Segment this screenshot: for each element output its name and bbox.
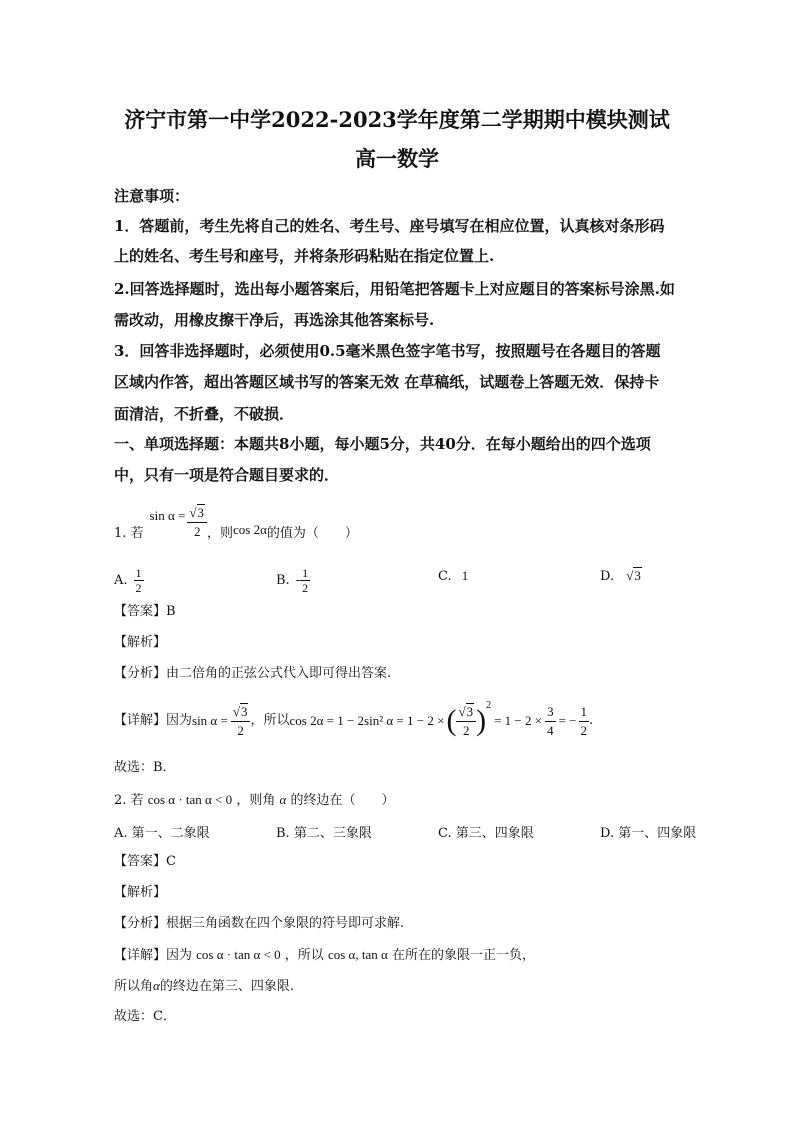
- q1-answer: 【答案】B: [114, 604, 176, 619]
- q1-denominator: 2: [193, 523, 201, 539]
- q1-prefix: 1. 若: [114, 526, 144, 541]
- question-2: [114, 790, 394, 811]
- q1-paren-right: ): [476, 704, 487, 737]
- q2-mid: ，则角: [236, 793, 276, 808]
- q1-analysis: 【分析】由二倍角的正弦公式代入即可得出答案.: [114, 666, 392, 681]
- q2-condition: cos α · tan α < 0: [147, 792, 233, 807]
- q1-result-fraction: $\frac{1}{2}$: [580, 703, 587, 738]
- q2-option-d[interactable]: D. 第一、四象限: [600, 826, 697, 841]
- notice-1-line-1: 1．答题前，考生先将自己的姓名、考生号、座号填写在相应位置，认真核对条形码: [114, 217, 665, 235]
- option-label: D.: [600, 569, 615, 584]
- q1-square-exponent: 2: [486, 700, 492, 711]
- q1-option-c[interactable]: [438, 568, 468, 584]
- page-subtitle: 高一数学: [355, 146, 439, 171]
- option-c-value: 1: [461, 568, 469, 583]
- q1-paren-fraction: $\frac{√3}{2}$: [456, 703, 476, 740]
- q1-detail-mid: ，所以: [250, 713, 290, 728]
- q1-fraction: $\frac{√3}{2}$: [187, 504, 207, 541]
- q1-detail-prefix: 【详解】因为: [114, 713, 193, 728]
- section-1-line-1: 一、单项选择题：本题共8小题，每小题5分，共40分．在每小题给出的四个选项: [114, 435, 651, 453]
- q1-suffix: 的值为（ ）: [266, 526, 358, 541]
- q2-suffix: 的终边在（ ）: [290, 793, 395, 808]
- q2-detail-prefix: 【详解】因为: [114, 948, 193, 963]
- q1-paren-left: (: [446, 704, 457, 737]
- q1-detail-sin: sin α =: [192, 713, 228, 728]
- q1-option-b[interactable]: [276, 566, 310, 595]
- page-title: 济宁市第一中学2022-2023学年度第二学期期中模块测试: [124, 107, 670, 132]
- q1-three-quarters: $\frac{3}{4}$: [547, 703, 554, 738]
- option-d-sqrt: √3: [626, 568, 641, 583]
- q1-detail-fraction: $\frac{√3}{2}$: [231, 703, 251, 740]
- notice-2-line-2: 需改动，用橡皮擦干净后，再选涂其他答案标号.: [114, 311, 435, 329]
- notice-3-line-3: 面清洁，不折叠，不破损．: [114, 405, 295, 423]
- q2-option-b[interactable]: B. 第二、三象限: [276, 826, 372, 841]
- q2-analysis: 【分析】根据三角函数在四个象限的符号即可求解.: [114, 916, 405, 931]
- q1-analysis-heading: 【解析】: [114, 635, 167, 650]
- option-label: C.: [438, 569, 452, 584]
- q1-detail-equation: cos 2α = 1 − 2sin² α = 1 − 2 ×: [289, 713, 445, 728]
- option-b-fraction: $\frac{1}{2}$: [302, 566, 309, 595]
- q1-mid: ，则: [207, 526, 234, 541]
- q1-option-a[interactable]: [114, 566, 144, 595]
- option-a-fraction: $\frac{1}{2}$: [135, 566, 142, 595]
- notice-3-line-2: 区域内作答，超出答题区域书写的答案无效 在草稿纸，试题卷上答题无效．保持卡: [114, 373, 660, 391]
- q2-detail: [114, 945, 535, 966]
- q2-alpha: α: [279, 792, 287, 807]
- q2-detail-pair: cos α, tan α: [327, 947, 388, 962]
- q1-sqrt-radicand: 3: [197, 504, 205, 520]
- q2-analysis-heading: 【解析】: [114, 885, 167, 900]
- q2-detail-mid: ，所以: [284, 948, 324, 963]
- q1-sin-alpha: sin α =: [149, 508, 186, 523]
- q2-detail-line-2: 所以角α的终边在第三、四象限.: [114, 978, 294, 994]
- q1-detail-equation-3: = −: [558, 713, 577, 728]
- option-b-sign: -: [295, 573, 301, 588]
- notice-1-line-2: 上的姓名、考生号和座号，并将条形码粘贴在指定位置上.: [114, 247, 495, 265]
- q2-option-a[interactable]: A. 第一、二象限: [114, 826, 210, 841]
- q2-prefix: 2. 若: [114, 793, 144, 808]
- notice-2-line-1: 2.回答选择题时，选出每小题答案后，用铅笔把答题卡上对应题目的答案标号涂黑.如: [114, 280, 675, 298]
- notice-heading: 注意事项：: [114, 187, 190, 205]
- option-label: A.: [114, 573, 128, 588]
- q2-detail-suffix: 在所在的象限一正一负，: [391, 948, 535, 963]
- q2-detail-condition: cos α · tan α < 0: [196, 947, 281, 962]
- option-label: B.: [276, 573, 290, 588]
- section-1-line-2: 中，只有一项是符合题目要求的．: [114, 466, 340, 484]
- q1-cos2a: cos 2α: [233, 522, 267, 537]
- notice-3-line-1: 3．回答非选择题时，必须使用0.5毫米黑色签字笔书写，按照题号在各题目的答题: [114, 342, 661, 360]
- q1-detail: 【详解】因为 sin α = $\frac{√3}{2}$ ，所以 cos 2α = 1 − 2sin² α = 1 − 2 × ( $\frac{√3}{2}$ ) 2 = 1 − 2 × $\frac{3}{4}$ = − $\frac{1}{2}$ .: [114, 696, 593, 746]
- q2-conclusion: 故选：C．: [114, 1009, 176, 1024]
- q2-answer: 【答案】C: [114, 854, 176, 869]
- q1-conclusion: 故选：B．: [114, 760, 176, 775]
- question-1: [114, 500, 358, 544]
- q1-detail-equation-2: = 1 − 2 ×: [494, 713, 543, 728]
- q2-option-c[interactable]: C. 第三、四象限: [438, 826, 534, 841]
- q1-option-d[interactable]: [600, 568, 642, 584]
